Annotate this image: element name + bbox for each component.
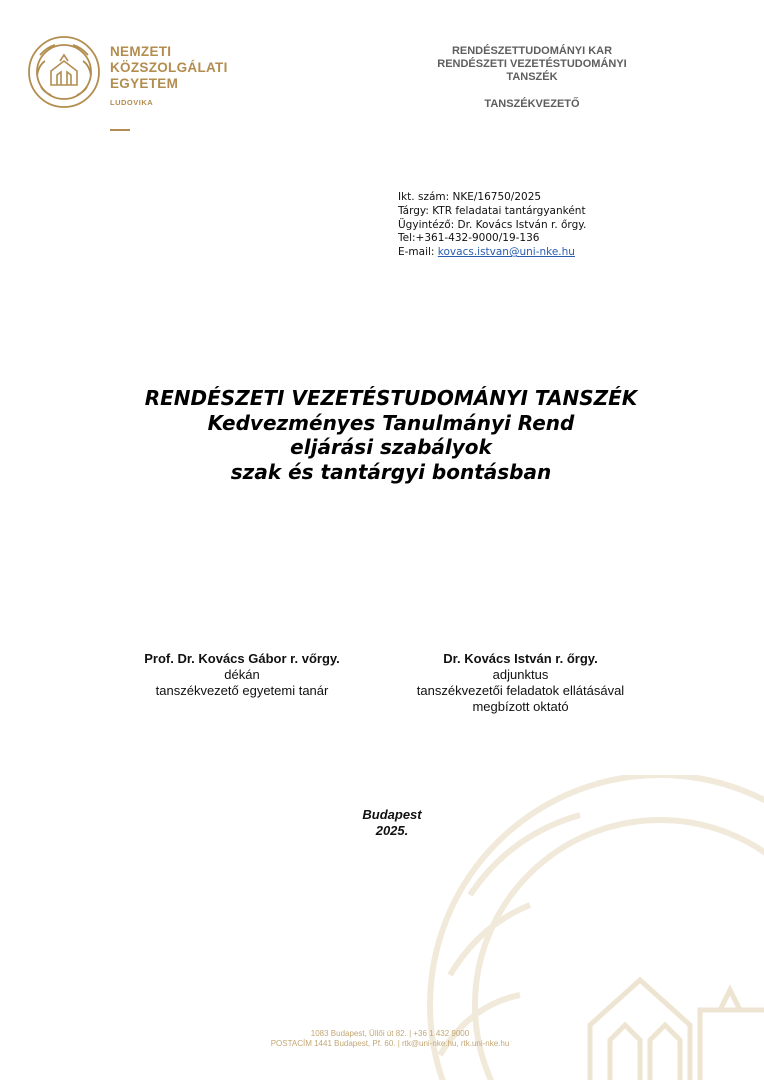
reference-block (398, 191, 586, 260)
signatory-role: tanszékvezető egyetemi tanár (155, 683, 329, 698)
logo-sub: LUDOVIKA (110, 98, 154, 107)
university-name (110, 44, 228, 107)
email-line (398, 246, 586, 260)
logo-line-1: NEMZETI (110, 44, 172, 59)
signatory-role: adjunktus (492, 667, 549, 682)
signatory-role: dékán (224, 667, 260, 682)
title-line-3: eljárási szabályok (290, 435, 492, 459)
role-title: TANSZÉKVEZETŐ (484, 98, 580, 110)
title-line-1: RENDÉSZETI VEZETÉSTUDOMÁNYI TANSZÉK (144, 386, 638, 410)
signature-left (112, 651, 372, 699)
document-title (0, 386, 764, 484)
faculty-name: RENDÉSZETTUDOMÁNYI KAR (451, 45, 613, 57)
place: Budapest (362, 807, 422, 822)
case-officer: Ügyintéző: Dr. Kovács István r. őrgy. (398, 218, 587, 231)
footer-postal: POSTACÍM 1441 Budapest, Pf. 60. | rtk@uni-nke.hu, rtk.uni-nke.hu (270, 1039, 510, 1048)
title-line-4: szak és tantárgyi bontásban (230, 459, 552, 484)
page-footer (190, 1029, 590, 1049)
department-name-line-1: RENDÉSZETI VEZETÉSTUDOMÁNYI (437, 58, 627, 70)
email-label: E-mail: (398, 246, 438, 259)
title-line-2: Kedvezményes Tanulmányi Rend (207, 410, 575, 435)
registration-number: Ikt. szám: NKE/16750/2025 (398, 191, 542, 203)
signatory-name: Prof. Dr. Kovács Gábor r. vőrgy. (144, 651, 340, 666)
logo-line-3: EGYETEM (110, 76, 179, 91)
footer-address: 1083 Budapest, Üllői út 82. | +36 1 432 9000 (310, 1029, 470, 1038)
phone-number: Tel:+361-432-9000/19-136 (398, 232, 540, 245)
logo-divider (110, 129, 130, 131)
signature-right (398, 651, 643, 715)
department-name-line-2: TANSZÉK (506, 71, 558, 83)
signatory-role: tanszékvezetői feladatok ellátásával (416, 683, 625, 698)
signatory-role: megbízott oktató (472, 699, 569, 714)
email-link[interactable]: kovacs.istvan@uni-nke.hu (437, 246, 575, 259)
year: 2025. (375, 823, 409, 838)
subject-line: Tárgy: KTR feladatai tantárgyanként (398, 204, 586, 217)
place-and-date (292, 807, 492, 839)
letterhead-unit (412, 45, 652, 111)
university-logo-icon (27, 35, 101, 109)
signatory-name: Dr. Kovács István r. őrgy. (443, 651, 598, 666)
logo-line-2: KÖZSZOLGÁLATI (110, 60, 228, 75)
